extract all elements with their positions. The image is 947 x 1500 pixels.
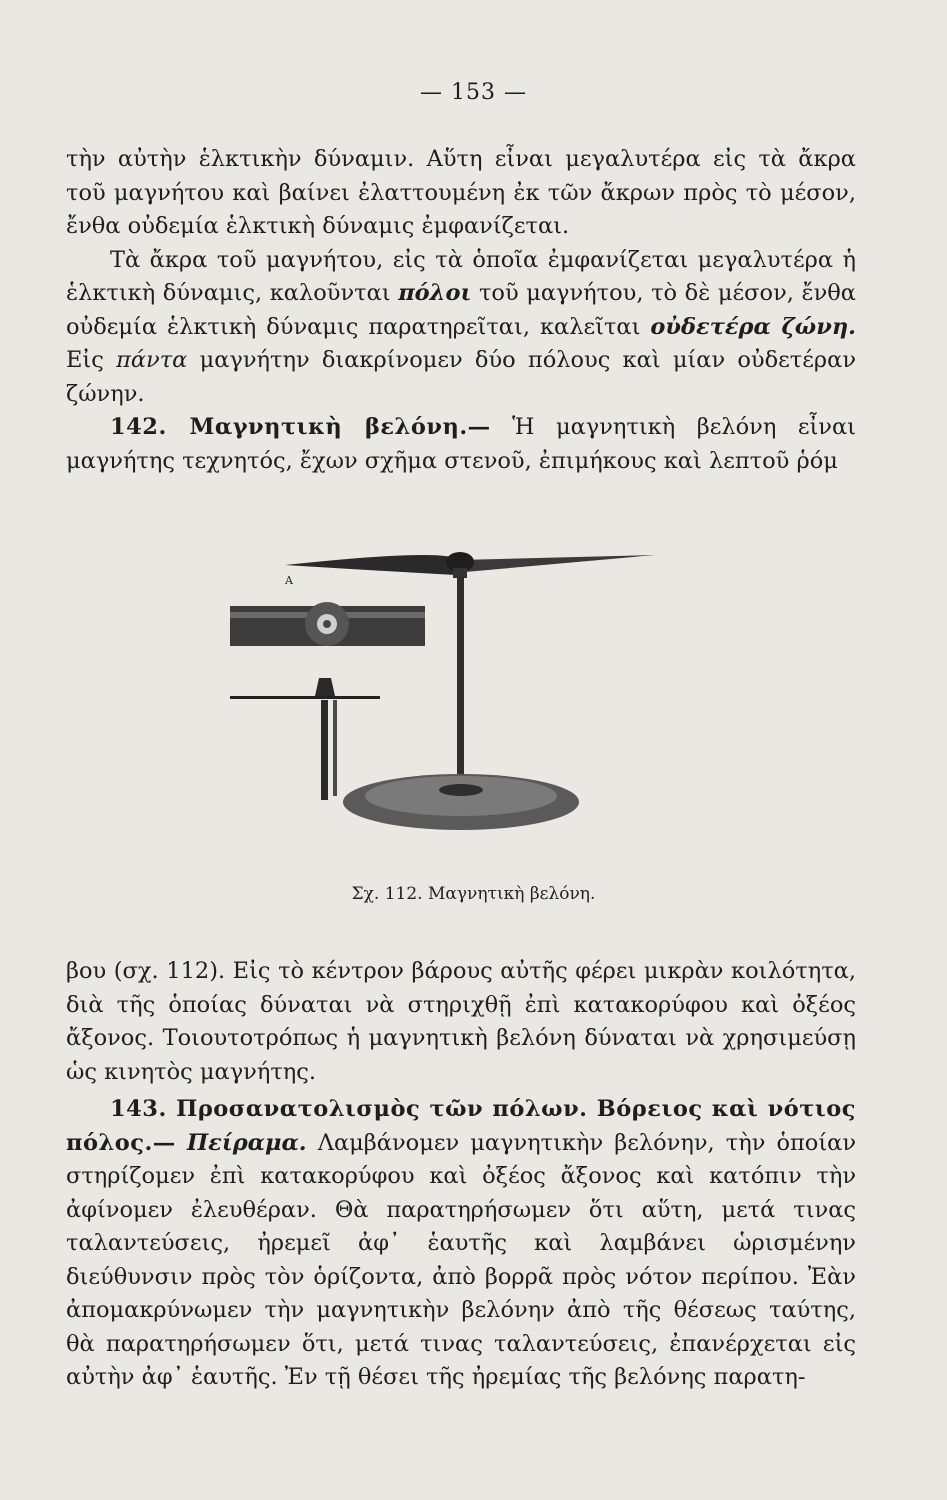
needle-right-half [460,555,655,572]
para2-part2: τοῦ μαγνήτου, τὸ δὲ μέσον, ἔνθα οὐδεμία ἑλκτικὴ δύναμις παρατηρεῖται, καλεῖται [66,280,856,340]
term-all: πάντα [116,347,188,373]
section-143-heading: 143. Προσανατολισμὸς τῶν πόλων. Βόρειος καὶ νότιος πόλος.— [66,1096,856,1156]
pivot-axis [321,700,328,800]
figure-magnetic-needle [215,520,685,850]
figure-caption: Σχ. 112. Μαγνητικὴ βελόνη. [351,884,596,904]
section-142-heading: 142. Μαγνητικὴ βελόνη.— [110,414,491,440]
term-poles: πόλοι [398,280,472,306]
page-number: — 153 — [420,80,527,105]
stand-base-boss [439,784,483,796]
paragraph-2 [66,244,856,412]
needle-left-half [285,555,462,575]
text-block-bottom [66,955,856,1395]
section-143-text: Λαμβάνομεν μαγνητικὴν βελόνην, τὴν ὁποίαν στηρίζομεν ἐπὶ κατακορύφου καὶ ὀξέος ἄξονος καὶ κατόπιν τὴν ἀφίνομεν ἐλευθέραν. Θὰ παρατηρήσωμεν ὅτι αὕτη, μετά τινας ταλαντεύσεις, ἠρεμεῖ ἀφ᾽ ἑαυτῆς καὶ λαμβάνει ὡρισμένην διεύθυνσιν πρὸς τὸν ὁρίζοντα, ἀπὸ βορρᾶ πρὸς νότον περίπου. Ἐὰν ἀπομακρύνωμεν τὴν μαγνητικὴν βελόνην ἀπὸ τῆς θέσεως ταύτης, θὰ παρατηρήσωμεν ὅτι, μετά τινας ταλαντεύσεις, ἐπανέρχεται εἰς αὐτὴν ἀφ᾽ ἑαυτῆς. Ἐν τῇ θέσει τῆς ἠρεμίας τῆς βελόνης παρατη- [66,1129,857,1390]
pivot-axis-shadow [333,700,337,796]
term-neutral-zone: οὐδετέρα ζώνη. [650,313,857,340]
text-block-top [66,143,856,478]
term-experiment: Πείραμα. [186,1129,307,1156]
needle-side-view [230,696,380,699]
para2-part4: μαγνήτην διακρίνομεν δύο πόλους καὶ μίαν οὐδετέραν ζώνην. [66,347,856,407]
needle-side-cap [315,678,335,696]
para2-part1: Τὰ ἄκρα τοῦ μαγνήτου, εἰς τὰ ὁποῖα ἐμφανίζεται μεγαλυτέρα ἡ ἑλκτικὴ δύναμις, καλοῦνται [66,246,856,306]
paragraph-1: τὴν αὐτὴν ἑλκτικὴν δύναμιν. Αὕτη εἶναι μεγαλυτέρα εἰς τὰ ἄκρα τοῦ μαγνήτου καὶ βαίνει ἐλαττουμένη ἐκ τῶν ἄκρων πρὸς τὸ μέσον, ἔνθα οὐδεμία ἑλκτικὴ δύναμις ἐμφανίζεται. [66,146,856,239]
para2-part3: Εἰς [66,347,104,373]
section-142-intro [66,411,856,478]
label-a: A [285,574,293,587]
stand-pole [457,576,464,788]
needle-top-hub-dot [323,620,331,628]
section-142-text-before: Ἡ μαγνητικὴ βελόνη εἶναι μαγνήτης τεχνητός, ἔχων σχῆμα στενοῦ, ἐπιμήκους καὶ λεπτοῦ ῥόμ [66,414,856,474]
section-142-continuation: βου (σχ. 112). Εἰς τὸ κέντρον βάρους αὐτῆς φέρει μικρὰν κοιλότητα, διὰ τῆς ὁποίας δύναται νὰ στηριχθῇ ἐπὶ κατακορύφου καὶ ὀξέος ἄξονος. Τοιουτοτρόπως ἡ μαγνητικὴ βελόνη δύναται νὰ χρησιμεύσῃ ὡς κινητὸς μαγνήτης. [66,958,856,1085]
section-143 [66,1093,856,1395]
